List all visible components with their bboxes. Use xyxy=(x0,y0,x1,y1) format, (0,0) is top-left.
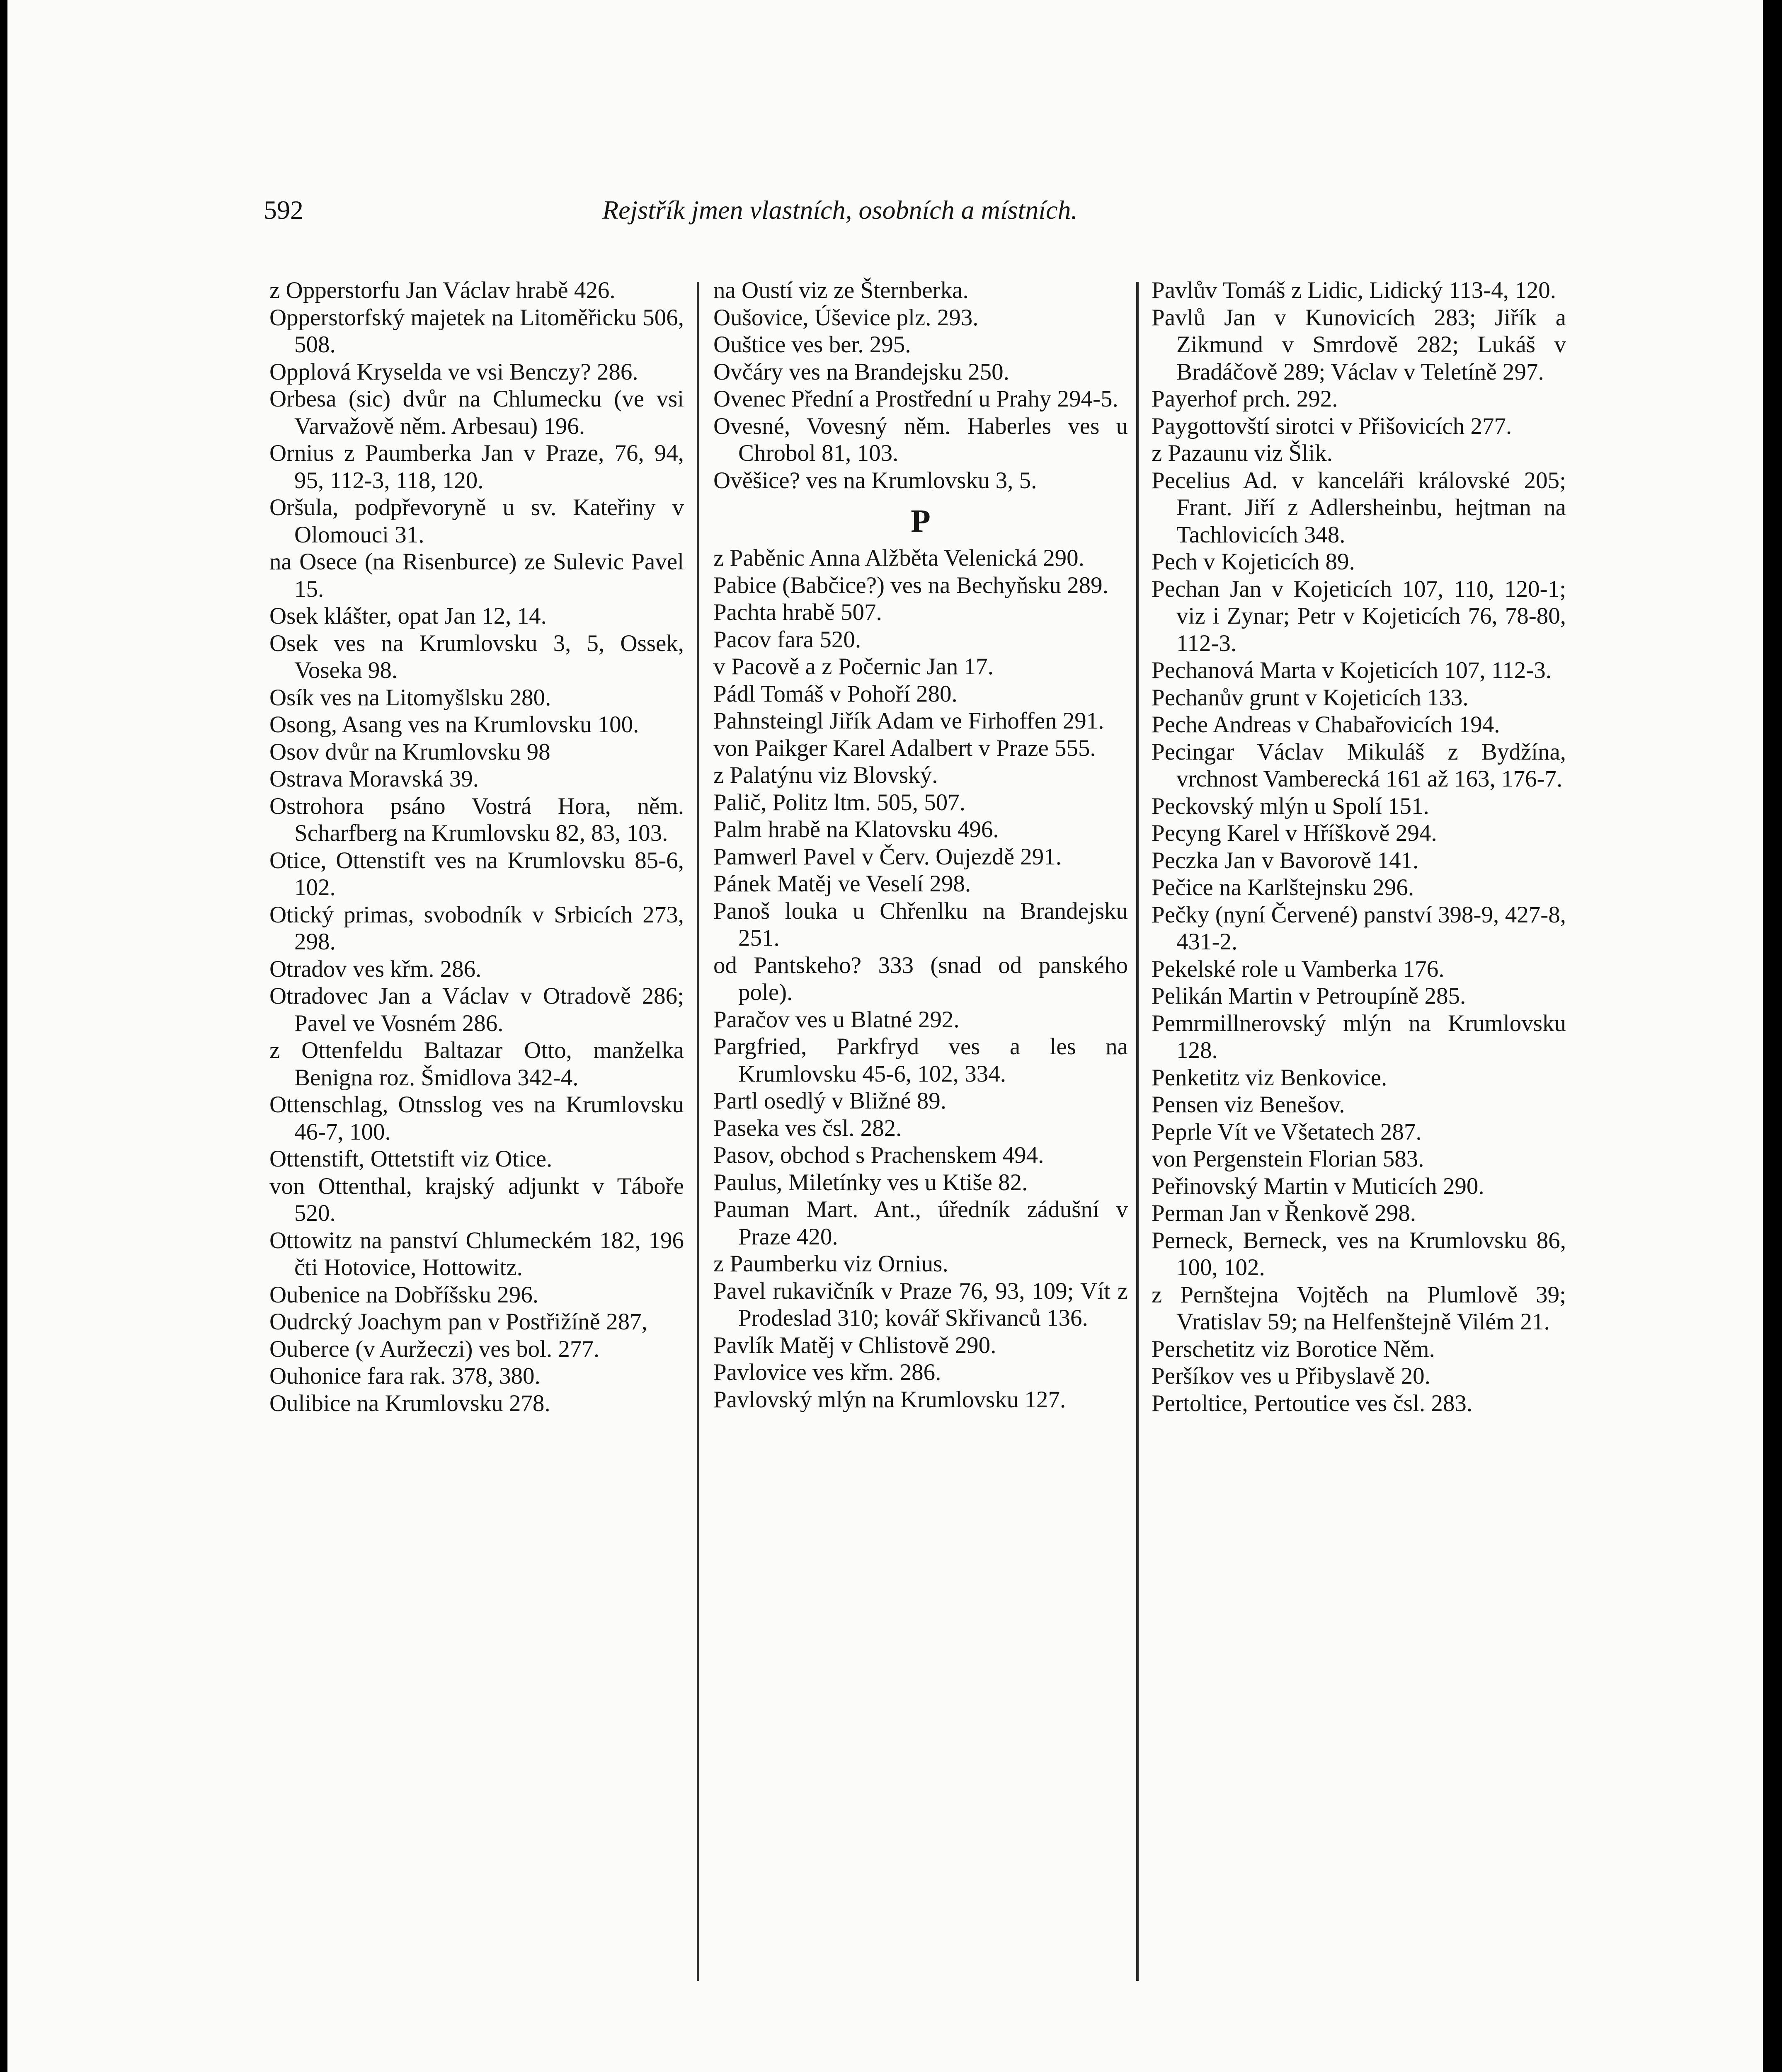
index-entry: na Osece (na Risenburce) ze Sulevic Pavel 15. xyxy=(269,549,684,602)
index-entry: Partl osedlý v Bližné 89. xyxy=(713,1088,947,1114)
index-entry: Pertoltice, Pertoutice ves čsl. 283. xyxy=(1152,1390,1473,1416)
index-entry: Pavlovice ves křm. 286. xyxy=(713,1359,941,1385)
index-entry: Payerhof prch. 292. xyxy=(1152,386,1338,412)
index-entry: von Ottenthal, krajský adjunkt v Táboře 520. xyxy=(269,1173,684,1226)
index-entry: Osov dvůr na Krumlovsku 98 xyxy=(269,738,550,765)
index-entry: Pechanův grunt v Kojeticích 133. xyxy=(1152,684,1469,711)
index-entry: Ostrava Moravská 39. xyxy=(269,766,479,792)
index-entry: Paseka ves čsl. 282. xyxy=(713,1115,902,1141)
index-entry: Otradov ves křm. 286. xyxy=(269,956,482,982)
index-entry: Pánek Matěj ve Veselí 298. xyxy=(713,871,971,897)
index-entry: Peckovský mlýn u Spolí 151. xyxy=(1152,793,1429,819)
page-number: 592 xyxy=(264,195,303,225)
index-entry: Opperstorfský majetek na Litoměřicku 506, 508. xyxy=(269,304,684,358)
index-entry: Peřinovský Martin v Muticích 290. xyxy=(1152,1173,1484,1199)
index-entry: Panoš louka u Chřenlku na Brandejsku 251. xyxy=(713,898,1128,951)
index-entry: Pelikán Martin v Petroupíně 285. xyxy=(1152,983,1466,1009)
index-entry: Pabice (Babčice?) ves na Bechyňsku 289. xyxy=(713,572,1108,598)
index-entry: Ornius z Paumberka Jan v Praze, 76, 94, 95, 112-3, 118, 120. xyxy=(269,440,684,494)
index-column-2 xyxy=(713,277,1128,1413)
index-entry: Pahnsteingl Jiřík Adam ve Firhoffen 291. xyxy=(713,708,1104,734)
index-entry: Pádl Tomáš v Pohoří 280. xyxy=(713,680,958,707)
index-entry: Perman Jan v Řenkově 298. xyxy=(1152,1200,1416,1226)
index-entry: Pečice na Karlštejnsku 296. xyxy=(1152,874,1414,900)
index-entry: Ovesné, Vovesný něm. Haberles ves u Chrobol 81, 103. xyxy=(713,413,1128,466)
index-entry: Pechanová Marta v Kojeticích 107, 112-3. xyxy=(1152,657,1552,683)
index-entry: Pargfried, Parkfryd ves a les na Krumlovsku 45-6, 102, 334. xyxy=(713,1034,1128,1087)
entries-p xyxy=(713,545,1128,1413)
section-letter: P xyxy=(911,503,931,539)
index-entry: Osong, Asang ves na Krumlovsku 100. xyxy=(269,712,639,738)
index-entry: Pekelské role u Vamberka 176. xyxy=(1152,956,1445,982)
index-entry: z Paumberku viz Ornius. xyxy=(713,1251,948,1277)
index-entry: Oubenice na Dobříšsku 296. xyxy=(269,1281,539,1308)
index-entry: Pavlův Tomáš z Lidic, Lidický 113-4, 120. xyxy=(1152,277,1556,303)
index-entry: Peršíkov ves u Přibyslavě 20. xyxy=(1152,1363,1430,1389)
index-entry: Otice, Ottenstift ves na Krumlovsku 85-6, 102. xyxy=(269,847,684,900)
index-entry: Ottowitz na panství Chlumeckém 182, 196 čti Hotovice, Hottowitz. xyxy=(269,1227,684,1280)
index-entry: Peprle Vít ve Všetatech 287. xyxy=(1152,1118,1422,1145)
index-entry: Perneck, Berneck, ves na Krumlovsku 86, 100, 102. xyxy=(1152,1227,1566,1280)
index-entry: Pensen viz Benešov. xyxy=(1152,1092,1345,1118)
index-entry: Pech v Kojeticích 89. xyxy=(1152,549,1355,575)
index-entry: Pavlovský mlýn na Krumlovsku 127. xyxy=(713,1386,1066,1413)
index-entry: Pečky (nyní Červené) panství 398-9, 427-8, 431-2. xyxy=(1152,901,1566,955)
index-entry: Peczka Jan v Bavorově 141. xyxy=(1152,847,1419,874)
index-entry: Pecelius Ad. v kanceláři královské 205; Frant. Jiří z Adlersheinbu, hejtman na Tachlovicích 348. xyxy=(1152,467,1566,548)
index-entry: Oulibice na Krumlovsku 278. xyxy=(269,1390,550,1416)
index-entry: Pecingar Václav Mikuláš z Bydžína, vrchnost Vamberecká 161 až 163, 176-7. xyxy=(1152,738,1566,792)
column-divider xyxy=(1136,282,1139,1981)
index-entry: Oudrcký Joachym pan v Postřižíně 287, xyxy=(269,1309,647,1335)
index-entry: Pemrmillnerovský mlýn na Krumlovsku 128. xyxy=(1152,1010,1566,1063)
page-header xyxy=(7,195,1763,244)
index-entry: Ovčáry ves na Brandejsku 250. xyxy=(713,358,1009,385)
index-entry: Pavlík Matěj v Chlistově 290. xyxy=(713,1332,996,1358)
index-entry: z Palatýnu viz Blovský. xyxy=(713,762,938,788)
index-entry: z Paběnic Anna Alžběta Velenická 290. xyxy=(713,545,1084,571)
index-entry: Pechan Jan v Kojeticích 107, 110, 120-1; viz i Zynar; Petr v Kojeticích 76, 78-80, 112-3. xyxy=(1152,576,1566,656)
index-entry: Ottenstift, Ottetstift viz Otice. xyxy=(269,1146,553,1172)
index-entry: Perschetitz viz Borotice Něm. xyxy=(1152,1336,1435,1362)
index-entry: Otradovec Jan a Václav v Otradově 286; Pavel ve Vosném 286. xyxy=(269,983,684,1036)
index-entry: Oršula, podpřevoryně u sv. Kateřiny v Olomouci 31. xyxy=(269,494,684,548)
index-entry: Osek ves na Krumlovsku 3, 5, Ossek, Voseka 98. xyxy=(269,630,684,683)
index-entry: Pacov fara 520. xyxy=(713,626,861,653)
index-entry: Opplová Kryselda ve vsi Benczy? 286. xyxy=(269,358,638,385)
entries-o-continued xyxy=(713,277,1128,494)
index-entry: Peche Andreas v Chabařovicích 194. xyxy=(1152,712,1500,738)
book-page xyxy=(7,0,1763,2072)
index-entry: Paračov ves u Blatné 292. xyxy=(713,1006,960,1033)
index-entry: Palič, Politz ltm. 505, 507. xyxy=(713,789,965,816)
index-entry: Otický primas, svobodník v Srbicích 273, 298. xyxy=(269,901,684,955)
index-entry: Osík ves na Litomyšlsku 280. xyxy=(269,684,551,711)
index-entry: von Pergenstein Florian 583. xyxy=(1152,1146,1424,1172)
index-entry: Ověšice? ves na Krumlovsku 3, 5. xyxy=(713,467,1037,494)
index-entry: na Oustí viz ze Šternberka. xyxy=(713,277,969,303)
index-entry: Ouštice ves ber. 295. xyxy=(713,332,911,358)
index-entry: Ostrohora psáno Vostrá Hora, něm. Scharfberg na Krumlovsku 82, 83, 103. xyxy=(269,793,684,846)
index-column-3 xyxy=(1152,277,1566,1417)
index-entry: Pavel rukavičník v Praze 76, 93, 109; Vít z Prodeslad 310; kovář Skřivanců 136. xyxy=(713,1278,1128,1331)
column-divider xyxy=(697,282,699,1981)
index-entry: Pavlů Jan v Kunovicích 283; Jiřík a Zikmund v Smrdově 282; Lukáš v Bradáčově 289; Václav v Teletíně 297. xyxy=(1152,304,1566,385)
index-entry: Pecyng Karel v Hříškově 294. xyxy=(1152,820,1437,846)
index-entry: Ouberce (v Auržeczi) ves bol. 277. xyxy=(269,1336,600,1362)
index-entry: Pasov, obchod s Prachenskem 494. xyxy=(713,1142,1044,1168)
index-entry: z Pazaunu viz Šlik. xyxy=(1152,440,1333,466)
index-entry: v Pacově a z Počernic Jan 17. xyxy=(713,654,994,680)
index-entry: Palm hrabě na Klatovsku 496. xyxy=(713,816,999,842)
index-entry: z Pernštejna Vojtěch na Plumlově 39; Vratislav 59; na Helfenštejně Vilém 21. xyxy=(1152,1281,1566,1335)
index-entry: Ouhonice fara rak. 378, 380. xyxy=(269,1363,541,1389)
index-entry: Orbesa (sic) dvůr na Chlumecku (ve vsi Varvažově něm. Arbesau) 196. xyxy=(269,386,684,439)
index-entry: Pauman Mart. Ant., úředník zádušní v Praze 420. xyxy=(713,1196,1128,1250)
index-entry: von Paikger Karel Adalbert v Praze 555. xyxy=(713,735,1096,761)
index-entry: Paulus, Miletínky ves u Ktiše 82. xyxy=(713,1169,1028,1196)
index-entry: Paygottovští sirotci v Přišovicích 277. xyxy=(1152,413,1512,439)
index-entry: Pamwerl Pavel v Červ. Oujezdě 291. xyxy=(713,843,1062,870)
index-entry: od Pantskeho? 333 (snad od panského pole). xyxy=(713,952,1128,1005)
index-entry: z Ottenfeldu Baltazar Otto, manželka Benigna roz. Šmidlova 342-4. xyxy=(269,1037,684,1091)
index-entry: Pachta hrabě 507. xyxy=(713,599,882,625)
index-entry: Ovenec Přední a Prostřední u Prahy 294-5. xyxy=(713,386,1118,412)
index-entry: z Opperstorfu Jan Václav hrabě 426. xyxy=(269,277,616,303)
index-column-1 xyxy=(269,277,684,1417)
index-entry: Ottenschlag, Otnsslog ves na Krumlovsku 46-7, 100. xyxy=(269,1092,684,1145)
index-entry: Oušovice, Úševice plz. 293. xyxy=(713,304,979,331)
index-entry: Osek klášter, opat Jan 12, 14. xyxy=(269,603,547,629)
running-title: Rejstřík jmen vlastních, osobních a místních. xyxy=(602,195,1078,225)
index-entry: Penketitz viz Benkovice. xyxy=(1152,1064,1387,1091)
